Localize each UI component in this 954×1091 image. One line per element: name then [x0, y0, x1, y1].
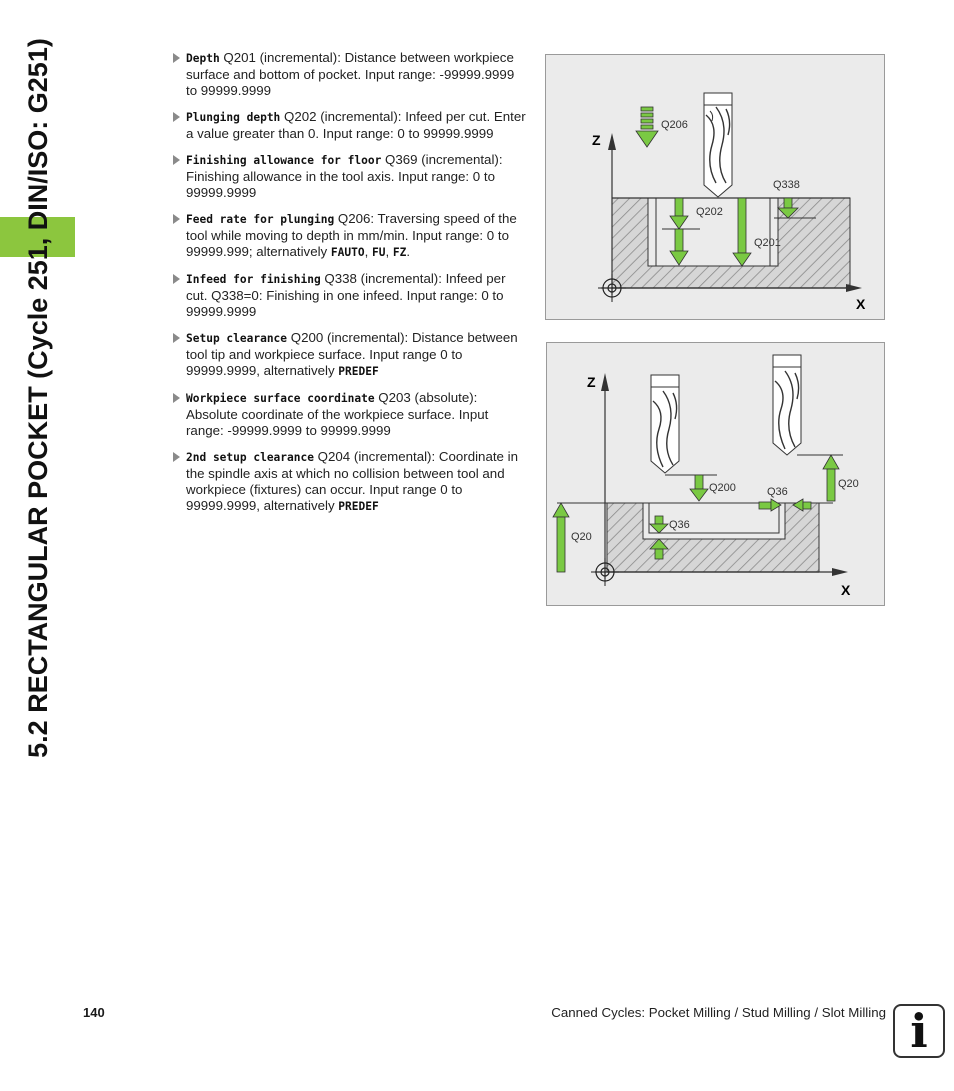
- label-q36-inner: Q36: [669, 519, 690, 531]
- param-item-depth: [172, 50, 527, 100]
- label-q206: Q206: [661, 119, 688, 131]
- param-keyword: Setup clearance: [186, 331, 288, 345]
- axis-z-label: Z: [587, 374, 596, 390]
- footer-chapter-title: Canned Cycles: Pocket Milling / Stud Milling / Slot Milling: [551, 1005, 886, 1020]
- label-q202: Q202: [696, 206, 723, 218]
- param-text: Q200 (incremental): Distance between tool tip and workpiece surface. Input range 0 to 99999.9999, alternatively: [186, 329, 518, 379]
- param-text: Q203 (absolute): Absolute coordinate of the workpiece surface. Input range: -99999.9999 to 99999.9999: [186, 389, 489, 439]
- label-q201: Q201: [754, 237, 781, 249]
- arrow-q204: [823, 455, 839, 501]
- param-keyword: 2nd setup clearance: [186, 450, 314, 464]
- param-text: Q202 (incremental): Infeed per cut. Enter a value greater than 0. Input range: 0 to 99999.9999: [186, 109, 526, 142]
- param-tail: .: [406, 244, 411, 260]
- param-item-feed-rate-plunging: Feed rate for plunging Q206: Traversing speed of the tool while moving to depth in mm/min. Input range: 0 to 99999.999; alternatively FAUTO, FU, FZ.: [172, 211, 527, 262]
- chapter-section-title: 5.2 RECTANGULAR POCKET (Cycle 251, DIN/ISO: G251): [23, 38, 53, 758]
- end-mill-tool-left: [651, 375, 679, 473]
- param-text: Q201 (incremental): Distance between workpiece surface and bottom of pocket. Input range: -99999.9999 to 99999.9999: [186, 50, 515, 99]
- arrow-q203: [553, 503, 569, 572]
- end-mill-tool-right: [773, 355, 801, 455]
- feed-arrow-q206: [636, 107, 658, 147]
- option-fu: FU: [371, 246, 386, 260]
- figure-depth-plunging: [545, 54, 885, 320]
- option-fz: FZ: [392, 246, 407, 260]
- param-item-workpiece-surface: [172, 390, 527, 440]
- label-q200: Q200: [709, 482, 736, 494]
- bullet-arrow-icon: [173, 53, 180, 63]
- label-q338: Q338: [773, 179, 800, 191]
- parameter-list: [172, 50, 527, 525]
- info-icon-letter: i: [910, 1004, 928, 1058]
- param-text: Q204 (incremental): Coordinate in the spindle axis at which no collision between tool and workpiece (fixtures) can occur. Input range 0 to 99999.9999, alternatively: [186, 448, 518, 514]
- bullet-arrow-icon: [173, 393, 180, 403]
- param-item-infeed-finishing: [172, 271, 527, 321]
- figure-clearance-surface: [546, 342, 885, 606]
- bullet-arrow-icon: [173, 333, 180, 343]
- option-fauto: FAUTO: [330, 246, 365, 260]
- figure-depth-plunging-drawing: [546, 55, 884, 319]
- bullet-arrow-icon: [173, 214, 180, 224]
- label-q20-left: Q20: [571, 531, 592, 543]
- param-item-2nd-setup-clearance: [172, 449, 527, 516]
- bullet-arrow-icon: [173, 155, 180, 165]
- end-mill-tool: [704, 93, 732, 197]
- param-keyword: Depth: [186, 52, 220, 65]
- figure-clearance-surface-drawing: [547, 343, 884, 605]
- param-text: Q206: Traversing speed of the tool while moving to depth in mm/min. Input range: 0 to 99999.999; alternatively: [186, 210, 517, 260]
- param-keyword: Plunging depth: [186, 111, 281, 124]
- bullet-arrow-icon: [173, 112, 180, 122]
- axis-x-label: X: [856, 296, 866, 312]
- axis-z-label: Z: [592, 132, 601, 148]
- label-q20-right: Q20: [838, 478, 859, 490]
- bullet-arrow-icon: [173, 274, 180, 284]
- param-item-setup-clearance: [172, 330, 527, 381]
- param-text: Q369 (incremental): Finishing allowance in the tool axis. Input range: 0 to 99999.9999: [186, 151, 503, 201]
- option-predef: PREDEF: [338, 365, 379, 379]
- param-item-finishing-allowance: [172, 152, 527, 202]
- param-text: Q338 (incremental): Infeed per cut. Q338=0: Finishing in one infeed. Input range: 0 to 99999.9999: [186, 270, 506, 320]
- option-predef: PREDEF: [338, 500, 379, 514]
- param-item-plunging-depth: [172, 109, 527, 142]
- axis-x-label: X: [841, 582, 851, 598]
- param-keyword: Infeed for finishing: [186, 272, 321, 286]
- arrow-q200: [690, 475, 708, 501]
- param-keyword: Workpiece surface coordinate: [186, 391, 375, 405]
- bullet-arrow-icon: [173, 452, 180, 462]
- page-number: 140: [83, 1005, 105, 1020]
- param-keyword: Finishing allowance for floor: [186, 153, 382, 167]
- param-keyword: Feed rate for plunging: [186, 212, 335, 226]
- label-q36-top: Q36: [767, 486, 788, 498]
- info-icon: [893, 1004, 945, 1058]
